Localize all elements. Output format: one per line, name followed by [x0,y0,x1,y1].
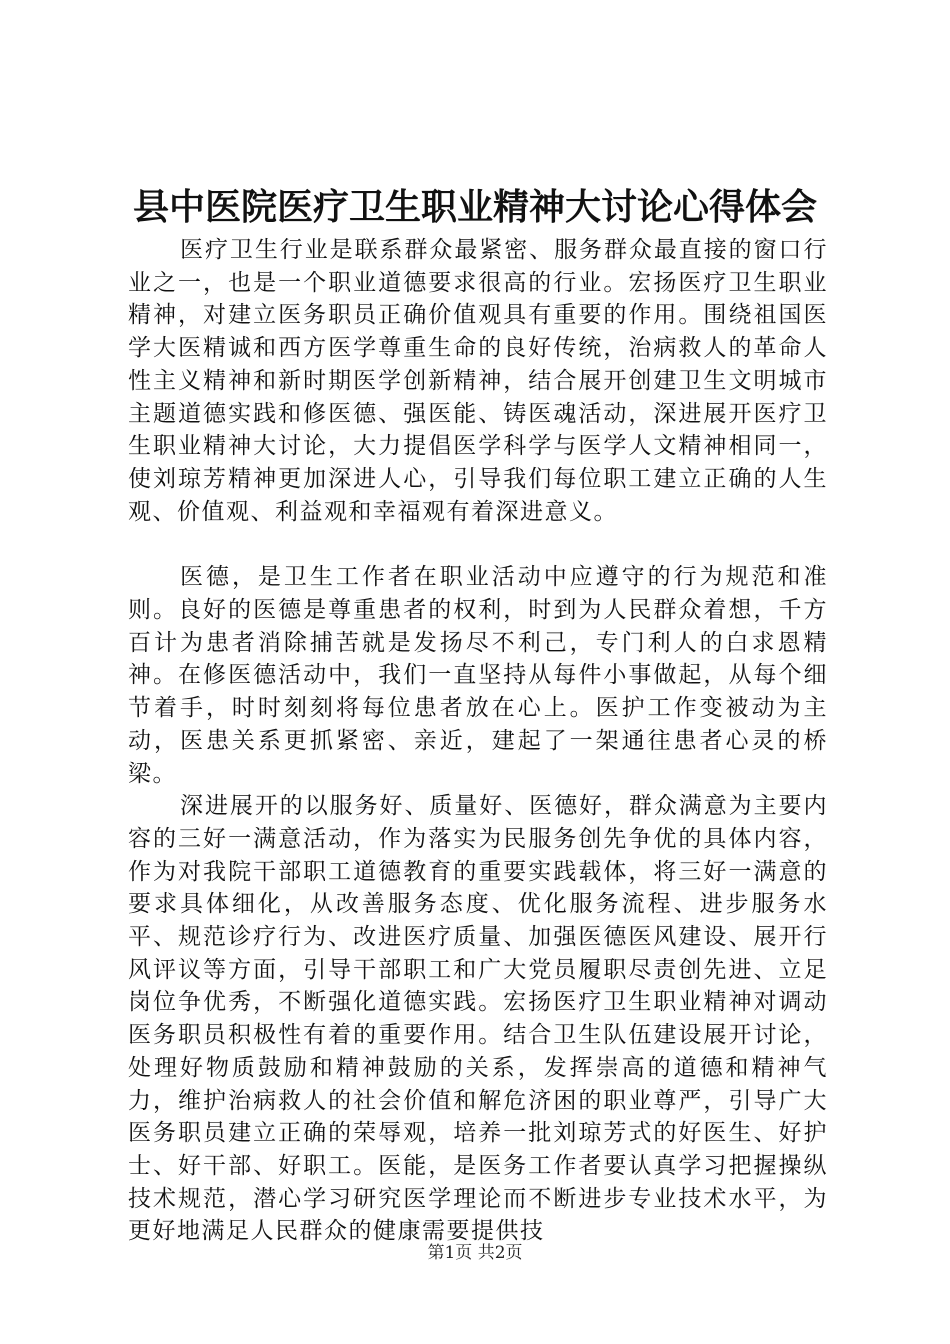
page-footer: 第1页 共2页 [427,1243,523,1263]
paragraph-spacer [128,528,828,561]
document-body [128,234,828,1248]
paragraph-2: 医德，是卫生工作者在职业活动中应遵守的行为规范和准则。良好的医德是尊重患者的权利，时到为人民群众着想，千方百计为患者消除捕苦就是发扬尽不利己，专门利人的白求恩精神。在修医德活动中，我们一直坚持从每件小事做起，从每个细节着手，时时刻刻将每位患者放在心上。医护工作变被动为主动，医患关系更抓紧密、亲近，建起了一架通往患者心灵的桥梁。 [128,564,828,787]
paragraph-3: 深进展开的以服务好、质量好、医德好，群众满意为主要内容的三好一满意活动，作为落实为民服务创先争优的具体内容，作为对我院干部职工道德教育的重要实践载体，将三好一满意的要求具体细化，从改善服务态度、优化服务流程、进步服务水平、规范诊疗行为、改进医疗质量、加强医德医风建设、展开行风评议等方面，引导干部职工和广大党员履职尽责创先进、立足岗位争优秀，不断强化道德实践。宏扬医疗卫生职业精神对调动医务职员积极性有着的重要作用。结合卫生队伍建设展开讨论，处理好物质鼓励和精神鼓励的关系，发挥崇高的道德和精神气力，维护治病救人的社会价值和解危济困的职业尊严，引导广大医务职员建立正确的荣辱观，培养一批刘琼芳式的好医生、好护士、好干部、好职工。医能，是医务工作者要认真学习把握操纵技术规范，潜心学习研究医学理论而不断进步专业技术水平，为更好地满足人民群众的健康需要提供技 [128,793,828,1245]
document-title: 县中医院医疗卫生职业精神大讨论心得体会 [132,187,817,228]
paragraph-1: 医疗卫生行业是联系群众最紧密、服务群众最直接的窗口行业之一，也是一个职业道德要求很高的行业。宏扬医疗卫生职业精神，对建立医务职员正确价值观具有重要的作用。围绕祖国医学大医精诚和西方医学尊重生命的良好传统，治病救人的革命人性主义精神和新时期医学创新精神，结合展开创建卫生文明城市主题道德实践和修医德、强医能、铸医魂活动，深进展开医疗卫生职业精神大讨论，大力提倡医学科学与医学人文精神相同一，使刘琼芳精神更加深进人心，引导我们每位职工建立正确的人生观、价值观、利益观和幸福观有着深进意义。 [128,237,828,525]
